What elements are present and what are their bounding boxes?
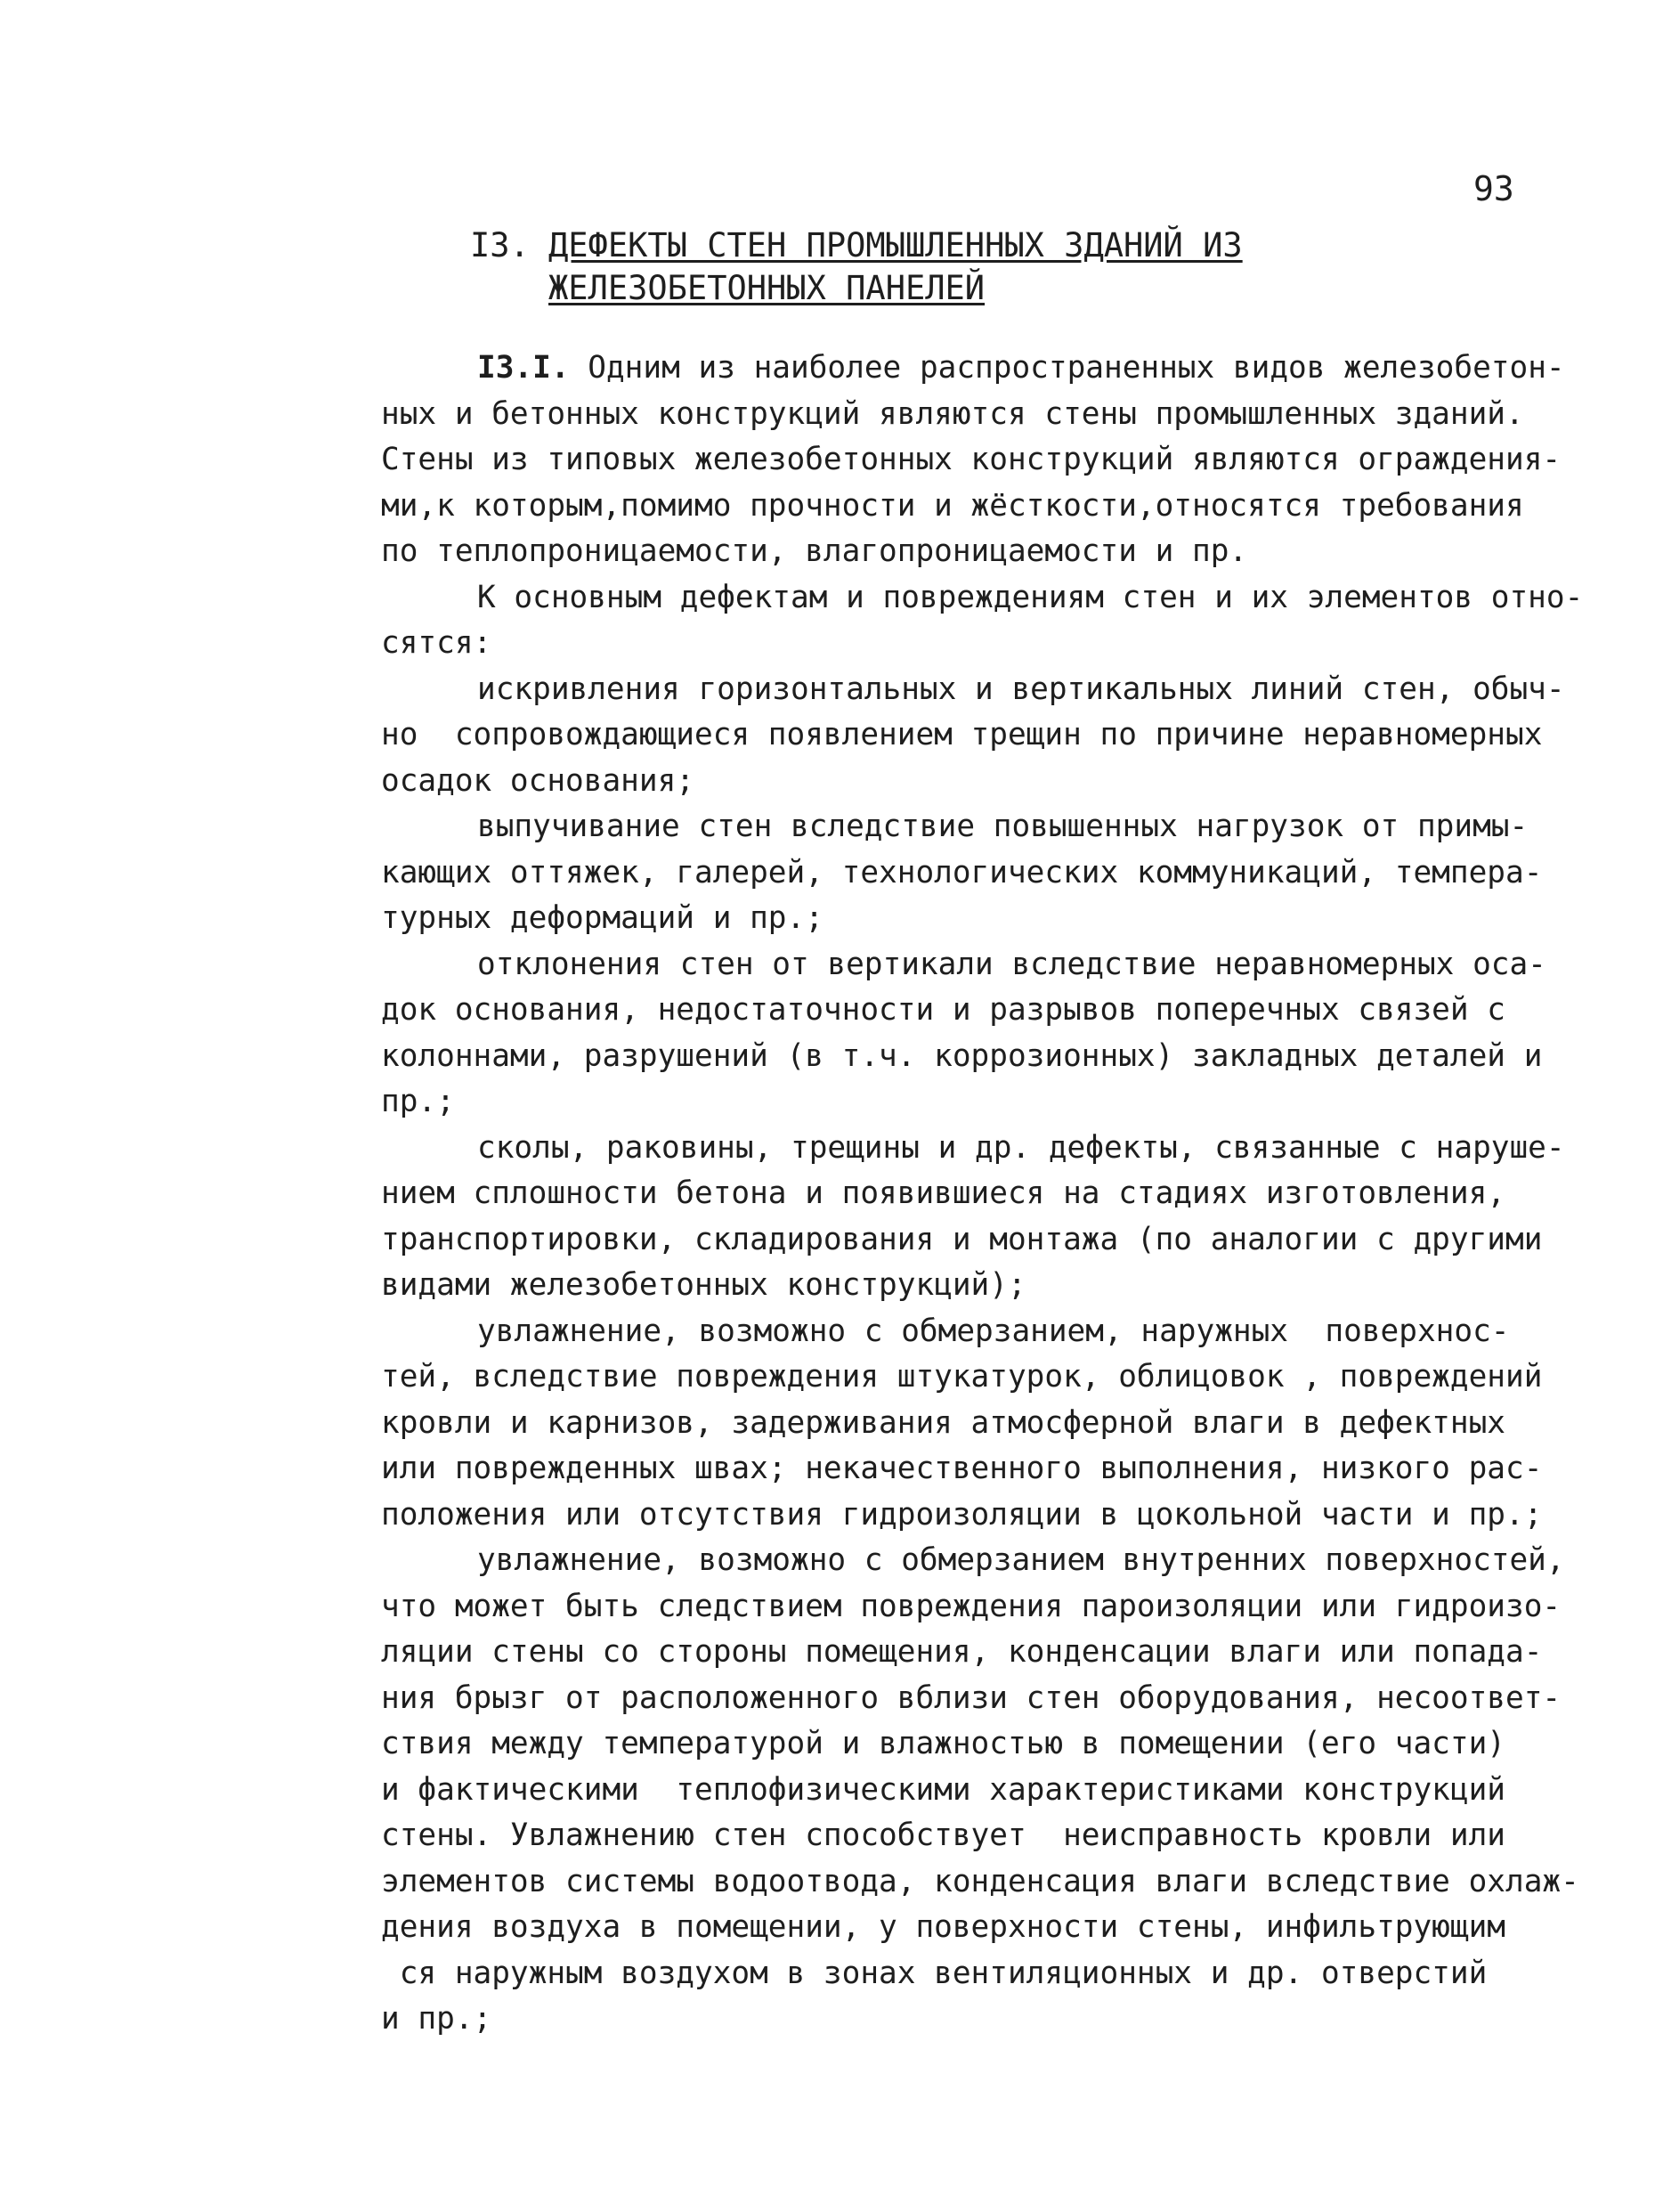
- text-line: увлажнение, возможно с обмерзанием внутренних поверхностей,: [477, 1542, 1565, 1578]
- text-line: дения воздуха в помещении, у поверхности стены, инфильтрующим: [381, 1909, 1505, 1945]
- text-line: отклонения стен от вертикали вследствие неравномерных оса-: [477, 946, 1546, 982]
- text-line: элементов системы водоотвода, конденсация влаги вследствие охлаж-: [381, 1863, 1579, 1899]
- text-line: колоннами, разрушений (в т.ч. коррозионных) закладных деталей и: [381, 1037, 1543, 1074]
- text-line: стены. Увлажнению стен способствует неисправность кровли или: [381, 1818, 1505, 1853]
- text-line: искривления горизонтальных и вертикальных линий стен, обыч-: [477, 671, 1565, 707]
- text-line: Стены из типовых железобетонных конструкций являются ограждения-: [381, 442, 1562, 477]
- text-line: нием сплошности бетона и появившиеся на стадиях изготовления,: [381, 1175, 1505, 1211]
- text-line: турных деформаций и пр.;: [381, 900, 823, 936]
- text-line: ных и бетонных конструкций являются стены промышленных зданий.: [381, 395, 1524, 432]
- text-line: и пр.;: [381, 2001, 492, 2037]
- text-line: К основным дефектам и повреждениям стен и их элементов отно-: [477, 579, 1584, 615]
- text-line: ми,к которым,помимо прочности и жёсткости,относятся требования: [381, 487, 1524, 524]
- text-line: видами железобетонных конструкций);: [381, 1267, 1026, 1303]
- text-line: по теплопроницаемости, влагопроницаемости и пр.: [381, 533, 1248, 569]
- heading-title-part-2: ЖЕЛЕЗОБЕТОННЫХ ПАНЕЛЕЙ: [548, 269, 986, 307]
- heading-line-2: [470, 267, 1243, 310]
- text-line: кающих оттяжек, галерей, технологических коммуникаций, темпера-: [381, 854, 1543, 890]
- text-line: но сопровождающиеся появлением трещин по причине неравномерных: [381, 717, 1543, 752]
- text-line: ствия между температурой и влажностью в помещении (его части): [381, 1726, 1505, 1761]
- text-line: ся наружным воздухом в зонах вентиляционных и др. отверстий: [381, 1955, 1488, 1991]
- text-line: увлажнение, возможно с обмерзанием, наружных поверхнос-: [477, 1313, 1510, 1349]
- heading-line-1: [470, 224, 1243, 267]
- paragraph-number: I3.I.: [477, 350, 570, 386]
- section-number: I3.: [470, 226, 530, 264]
- page-number: 93: [1473, 169, 1514, 208]
- section-heading: [470, 224, 1243, 310]
- text-line: ния брызг от расположенного вблизи стен оборудования, несоответ-: [381, 1679, 1562, 1716]
- text-line: и фактическими теплофизическими характеристиками конструкций: [381, 1771, 1505, 1808]
- text-line: положения или отсутствия гидроизоляции в цокольной части и пр.;: [381, 1496, 1543, 1533]
- heading-title-part-1: ДЕФЕКТЫ СТЕН ПРОМЫШЛЕННЫХ ЗДАНИЙ ИЗ: [548, 226, 1243, 264]
- document-body: [381, 346, 1627, 2043]
- text-line: сятся:: [381, 625, 492, 661]
- text-line: или поврежденных швах; некачественного выполнения, низкого рас-: [381, 1451, 1543, 1486]
- text-line: выпучивание стен вследствие повышенных нагрузок от примы-: [477, 809, 1529, 844]
- text-line: транспортировки, складирования и монтажа (по аналогии с другими: [381, 1221, 1543, 1257]
- text-line: осадок основания;: [381, 762, 694, 799]
- text-line: I3.I. Одним из наиболее распространенных видов железобетон-: [477, 350, 1565, 386]
- text-line: ляции стены со стороны помещения, конденсации влаги или попада-: [381, 1634, 1543, 1670]
- text-line: кровли и карнизов, задерживания атмосферной влаги в дефектных: [381, 1404, 1505, 1441]
- text-line: что может быть следствием повреждения пароизоляции или гидроизо-: [381, 1588, 1562, 1624]
- text-line: док основания, недостаточности и разрывов поперечных связей с: [381, 992, 1505, 1028]
- text-line: пр.;: [381, 1084, 455, 1119]
- text-line: сколы, раковины, трещины и др. дефекты, связанные с наруше-: [477, 1129, 1565, 1166]
- text-line: тей, вследствие повреждения штукатурок, облицовок , повреждений: [381, 1359, 1543, 1395]
